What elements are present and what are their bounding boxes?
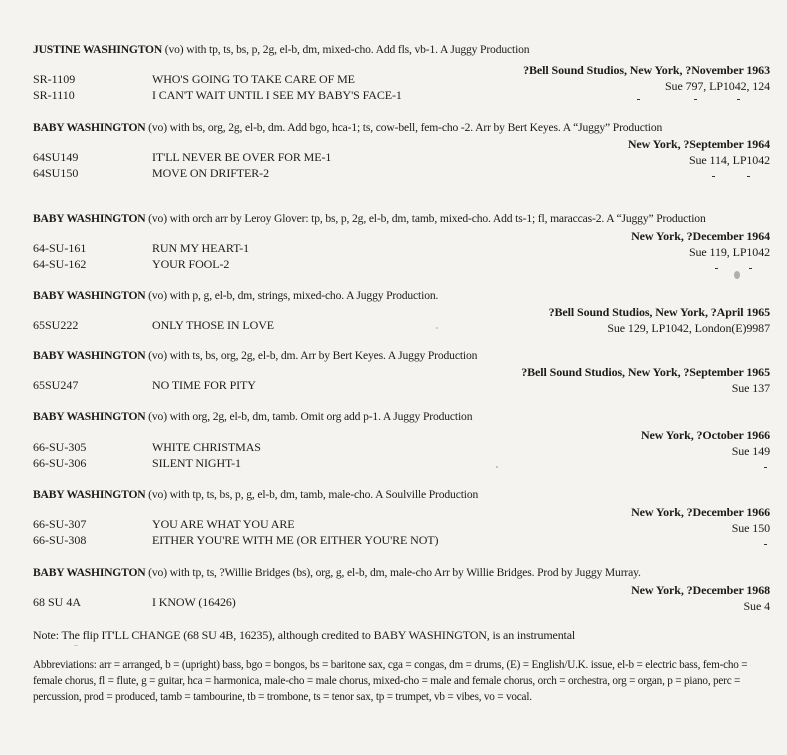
- matrix-number: 66-SU-306: [33, 456, 87, 470]
- track-title: I CAN'T WAIT UNTIL I SEE MY BABY'S FACE-1: [152, 88, 402, 102]
- track-title: YOUR FOOL-2: [152, 257, 230, 271]
- matrix-number: 64-SU-162: [33, 257, 87, 271]
- personnel-details: (vo) with p, g, el-b, dm, strings, mixed-cho. A Juggy Production.: [145, 289, 439, 302]
- session-header: [33, 121, 662, 134]
- matrix-number: 66-SU-307: [33, 517, 87, 531]
- track-title: IT'LL NEVER BE OVER FOR ME-1: [152, 150, 332, 164]
- issue-numbers: Sue 119, LP1042: [688, 245, 770, 259]
- matrix-number: SR-1110: [33, 88, 75, 102]
- track-title: YOU ARE WHAT YOU ARE: [152, 517, 295, 531]
- track-row: [0, 257, 787, 273]
- scan-speck: [496, 466, 498, 468]
- session-header: [33, 488, 478, 501]
- track-title: MOVE ON DRIFTER-2: [152, 166, 269, 180]
- session-location-date: ?Bell Sound Studios, New York, ?April 1965: [548, 305, 770, 319]
- matrix-number: 64SU150: [33, 166, 79, 180]
- issue-dash: [764, 544, 767, 545]
- personnel-details: (vo) with tp, ts, ?Willie Bridges (bs), org, g, el-b, dm, male-cho Arr by Willie Bridges. Prod by Juggy Murray.: [145, 566, 641, 579]
- track-row: [0, 241, 787, 257]
- track-title: I KNOW (16426): [152, 595, 236, 609]
- session-header: [33, 349, 477, 362]
- session-header: [33, 289, 438, 302]
- issue-numbers: Sue 114, LP1042: [688, 153, 770, 167]
- matrix-number: 65SU222: [33, 318, 79, 332]
- session-location-date: ?Bell Sound Studios, New York, ?November 1963: [523, 63, 770, 77]
- matrix-number: SR-1109: [33, 72, 76, 86]
- personnel-details: (vo) with ts, bs, org, 2g, el-b, dm. Arr by Bert Keyes. A Juggy Production: [145, 349, 478, 362]
- session-header: [33, 410, 472, 423]
- track-title: WHITE CHRISTMAS: [152, 440, 261, 454]
- issue-dash: [737, 99, 740, 100]
- matrix-number: 64-SU-161: [33, 241, 87, 255]
- issue-dash: [694, 99, 697, 100]
- track-row: [0, 378, 787, 394]
- track-row: [0, 318, 787, 334]
- track-title: ONLY THOSE IN LOVE: [152, 318, 274, 332]
- track-row: [0, 456, 787, 472]
- session-header: [33, 566, 641, 579]
- matrix-number: 66-SU-305: [33, 440, 87, 454]
- session-location-date: New York, ?October 1966: [640, 428, 770, 442]
- track-row: [0, 595, 787, 611]
- track-row: [0, 88, 787, 104]
- artist-name: BABY WASHINGTON: [33, 488, 146, 501]
- track-title: SILENT NIGHT-1: [152, 456, 241, 470]
- session-header: [33, 43, 529, 56]
- track-title: WHO'S GOING TO TAKE CARE OF ME: [152, 72, 355, 86]
- personnel-details: (vo) with orch arr by Leroy Glover: tp, bs, p, 2g, el-b, dm, tamb, mixed-cho. Add ts-1; fl, maraccas-2. A “Juggy” Production: [145, 212, 706, 225]
- issue-numbers: Sue 4: [743, 599, 770, 613]
- track-title: NO TIME FOR PITY: [152, 378, 256, 392]
- track-row: [0, 166, 787, 182]
- track-row: [0, 72, 787, 88]
- issue-dash: [764, 467, 767, 468]
- instrumental-note: Note: The flip IT'LL CHANGE (68 SU 4B, 16235), although credited to BABY WASHINGTON, is an instrumental: [33, 628, 576, 642]
- track-title: EITHER YOU'RE WITH ME (OR EITHER YOU'RE NOT): [152, 533, 439, 547]
- artist-name: BABY WASHINGTON: [33, 566, 146, 579]
- issue-dash: [747, 176, 750, 177]
- issue-dash: [637, 99, 640, 100]
- matrix-number: 64SU149: [33, 150, 79, 164]
- session-location-date: New York, ?December 1964: [631, 229, 770, 243]
- scan-speck: [734, 271, 740, 279]
- artist-name: BABY WASHINGTON: [33, 410, 146, 423]
- matrix-number: 68 SU 4A: [33, 595, 82, 609]
- track-row: [0, 150, 787, 166]
- personnel-details: (vo) with tp, ts, bs, p, 2g, el-b, dm, mixed-cho. Add fls, vb-1. A Juggy Production: [162, 43, 530, 56]
- track-row: [0, 440, 787, 456]
- track-title: RUN MY HEART-1: [152, 241, 249, 255]
- session-location-date: New York, ?December 1966: [631, 505, 770, 519]
- scan-speck: [436, 327, 438, 329]
- session-location-date: ?Bell Sound Studios, New York, ?September 1965: [521, 365, 770, 379]
- session-header: [33, 212, 706, 225]
- personnel-details: (vo) with org, 2g, el-b, dm, tamb. Omit org add p-1. A Juggy Production: [145, 410, 473, 423]
- session-location-date: New York, ?December 1968: [631, 583, 770, 597]
- issue-numbers: Sue 797, LP1042, 124: [664, 79, 770, 93]
- scan-speck: [74, 645, 78, 646]
- personnel-details: (vo) with bs, org, 2g, el-b, dm. Add bgo, hca-1; ts, cow-bell, fem-cho -2. Arr by Bert Keyes. A “Juggy” Production: [145, 121, 663, 134]
- artist-name: JUSTINE WASHINGTON: [33, 43, 163, 56]
- artist-name: BABY WASHINGTON: [33, 289, 146, 302]
- abbreviations-legend: Abbreviations: arr = arranged, b = (upright) bass, bgo = bongos, bs = baritone sax, cga = congas, dm = drums, (E) = English/U.K. issue, el-b = electric bass, fem-cho = female chorus, fl = flute, g = guitar, hca = harmonica, male-cho = male chorus, mixed-cho = male and female chorus, orch = orchestra, org = organ, p = piano, perc = percussion, prod = produced, tamb = tambourine, tb = trombone, ts = tenor sax, tp = trumpet, vb = vibes, vo = vocal.: [33, 659, 748, 703]
- track-row: [0, 517, 787, 533]
- issue-numbers: Sue 149: [731, 444, 770, 458]
- artist-name: BABY WASHINGTON: [33, 349, 146, 362]
- issue-numbers: Sue 150: [731, 521, 770, 535]
- matrix-number: 65SU247: [33, 378, 79, 392]
- issue-dash: [712, 176, 715, 177]
- track-row: [0, 533, 787, 549]
- issue-dash: [715, 268, 718, 269]
- matrix-number: 66-SU-308: [33, 533, 87, 547]
- session-location-date: New York, ?September 1964: [627, 137, 770, 151]
- personnel-details: (vo) with tp, ts, bs, p, g, el-b, dm, tamb, male-cho. A Soulville Production: [145, 488, 479, 501]
- issue-numbers: Sue 137: [731, 381, 770, 395]
- artist-name: BABY WASHINGTON: [33, 212, 146, 225]
- issue-dash: [749, 268, 752, 269]
- artist-name: BABY WASHINGTON: [33, 121, 146, 134]
- issue-numbers: Sue 129, LP1042, London(E)9987: [607, 321, 770, 335]
